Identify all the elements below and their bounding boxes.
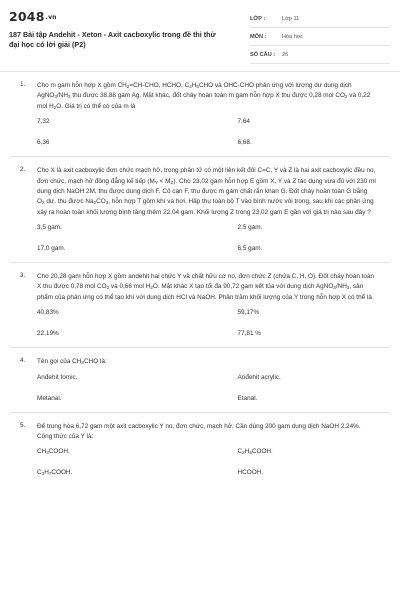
answer-option[interactable]: 2,5 gam. xyxy=(237,224,263,231)
document-title: 187 Bài tập Andehit - Xeton - Axit cacboxylic trong đề thi thử đại học có lời giải (P2) xyxy=(9,30,216,50)
question-number: 3. xyxy=(20,272,26,279)
question-number: 5. xyxy=(20,421,26,429)
question-number: 1. xyxy=(20,81,26,88)
question-item xyxy=(10,263,390,348)
answer-option[interactable]: 7,32 xyxy=(37,118,50,126)
question-item xyxy=(10,157,390,263)
answer-option[interactable]: Anđehit acrylic. xyxy=(237,373,281,381)
site-logo[interactable] xyxy=(9,9,57,24)
meta-row-class xyxy=(250,10,390,28)
meta-label: SỐ CÂU : xyxy=(250,51,276,58)
answer-options xyxy=(37,373,390,404)
meta-value: Lớp 11 xyxy=(282,15,300,22)
answer-option[interactable]: $C_3H_7COOH$. xyxy=(37,469,73,477)
meta-label: MÔN : xyxy=(250,33,267,40)
answer-option[interactable]: 3,5 gam. xyxy=(37,224,62,231)
meta-label: LỚP : xyxy=(250,15,266,22)
answer-option[interactable]: 22,19% xyxy=(37,330,59,338)
answer-options xyxy=(37,223,390,254)
answer-option[interactable]: 77,81 % xyxy=(237,330,261,338)
answer-options xyxy=(37,447,390,478)
logo-text: 2048 xyxy=(9,9,45,24)
logo-suffix: .vn xyxy=(45,14,57,21)
question-item xyxy=(10,348,390,412)
answer-option[interactable]: 7,64 xyxy=(237,118,250,126)
answer-option[interactable]: 6,36 xyxy=(37,139,50,147)
document-header xyxy=(0,0,400,72)
answer-options xyxy=(37,308,390,339)
answer-option[interactable]: $C_2H_5COOH$. xyxy=(237,448,273,456)
answer-option[interactable]: 59,17% xyxy=(237,309,260,317)
answer-option[interactable]: 6,68. xyxy=(237,139,252,147)
question-item xyxy=(10,413,390,487)
question-item xyxy=(10,72,390,157)
meta-value: 26 xyxy=(282,51,289,58)
answer-option[interactable]: 6,5 gam. xyxy=(237,245,263,252)
answer-option[interactable]: $CH_3COOH$. xyxy=(37,448,70,456)
answer-option[interactable]: 17,0 gam. xyxy=(37,245,66,252)
question-text: Cho X là axit cacboxylic đơn chức mạch hở, trong phân tử có một liên kết đôi C=C, Y và Z là hai axit cacboxylic đều no, đơn chức, mạch hở đồng đẳng kế tiếp $(M_Y < M_Z)$. Cho 23,02 gam hỗn hợp E gồm X, Y và Z tác dụng vừa đủ với 230 ml dung dịch NaOH 2M, thu được dung dịch F. Cô cạn F, thu được m gam chất rắn khan G. Đốt cháy hoàn toàn G bằng $O_2$ dư, thu được $Na_2CO_3$, hỗn hợp T gồm khí và hơi. Hấp thụ toàn bộ T vào bình nước vôi trong, sau khi các phản ứng xảy ra hoàn toàn khối lượng bình tăng thêm 22,04 gam. Khối lượng Z trong 23,02 gam E gần với giá trị nào sau đây ? xyxy=(37,167,376,216)
answer-option[interactable]: HCOOH. xyxy=(237,469,264,477)
question-list xyxy=(0,72,400,486)
answer-options xyxy=(37,117,390,148)
meta-row-count xyxy=(250,46,390,64)
document-meta xyxy=(250,10,390,64)
meta-value: Hóa học xyxy=(282,33,303,40)
question-number: 2. xyxy=(20,166,26,174)
question-text: Tên gọi của $CH_3CHO$ là: xyxy=(37,358,107,366)
meta-row-subject xyxy=(250,28,390,46)
question-text: Cho 20,28 gam hỗn hợp X gồm andehit hai chức Y và chất hữu cơ no, đơn chức Z (chứa C, H, O). Đốt cháy hoàn toàn X thu được 0,78 mol $CO_2$ và 0,66 mol $H_2O$. Mặt khác X tạo tối đa 90,72 gam kết tủa với dung dịch $AgNO_3/NH_3$, sản phẩm của phản ứng có thể tạo khí với dung dịch HCl và NaOH. Phần trăm khối lượng của Y trong hỗn hợp X có thể là xyxy=(37,273,375,301)
answer-option[interactable]: Anđehit fomic. xyxy=(37,373,78,381)
answer-option[interactable]: Metanal. xyxy=(37,394,62,402)
question-text: Cho m gam hỗn hợp X gồm $CH_2=CH$-CHO, HCHO, $C_2H_5CHO$ và OHC-CHO phản ứng với lượng dư dung dịch $AgNO_3/NH_3$ thu được 38,88 gam Ag. Mặt khác, đốt cháy hoàn toàn m gam hỗn hợp X thu được 0,28 mol $CO_2$ và 0,22 mol $H_2O$. Giá trị có thể có của m là xyxy=(37,82,371,110)
answer-option[interactable]: 40,83% xyxy=(37,309,59,317)
question-text: Để trung hòa 6,72 gam một axit cacboxylic Y no, đơn chức, mạch hở. Cần dùng 200 gam dung dịch NaOH 2,24%. Công thức của Y là: xyxy=(37,422,361,440)
answer-option[interactable]: Etanal. xyxy=(237,394,258,402)
question-number: 4. xyxy=(20,357,26,365)
